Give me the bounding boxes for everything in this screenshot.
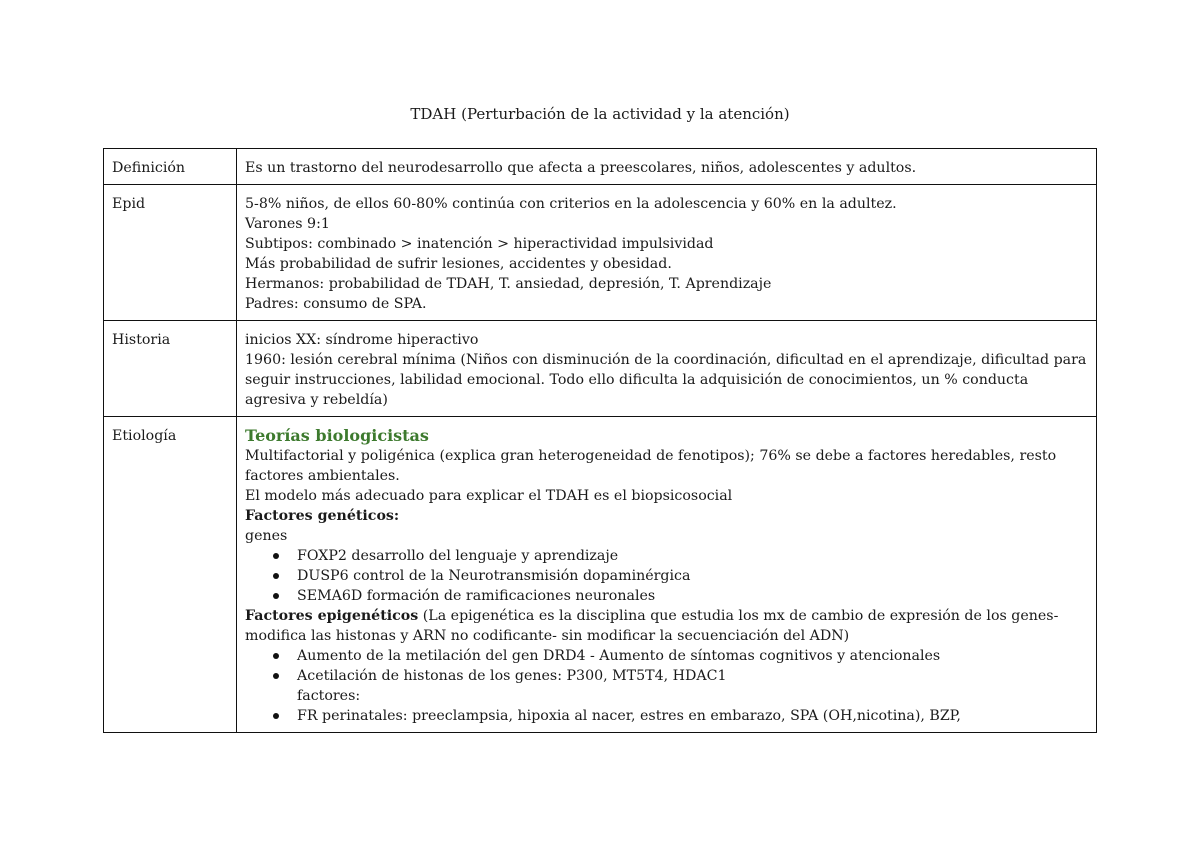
epigenetic-factors-heading: Factores epigenéticos [245,608,419,624]
row-label-etiologia: Etiología [104,417,237,733]
table-row-epid [104,185,1097,321]
row-label-definicion: Definición [104,149,237,185]
list-item: FOXP2 desarrollo del lenguaje y aprendizaje [297,546,1088,566]
row-content-historia [237,321,1097,417]
epid-line: Varones 9:1 [245,216,330,232]
table-row-definicion [104,149,1097,185]
epid-line: Padres: consumo de SPA. [245,296,427,312]
table-row-historia [104,321,1097,417]
epigenetic-description: (La epigenética es la disciplina que estudia los mx de cambio de expresión de los genes-modifica las histonas y ARN no codificante- sin modificar la secuenciación del ADN) [245,608,1059,644]
list-item: Aumento de la metilación del gen DRD4 - Aumento de síntomas cognitivos y atencionales [297,646,1088,666]
row-label-historia: Historia [104,321,237,417]
epid-line: Hermanos: probabilidad de TDAH, T. ansiedad, depresión, T. Aprendizaje [245,276,772,292]
epid-line: Subtipos: combinado > inatención > hiperactividad impulsividad [245,236,714,252]
etiologia-intro-line: Multifactorial y poligénica (explica gran heterogeneidad de fenotipos); 76% se debe a factores heredables, resto factores ambientales. [245,448,1057,484]
epigenetic-paragraph [245,606,1088,646]
section-heading: Teorías biologicistas [245,426,429,445]
perinatal-list [245,706,1088,726]
epid-line: 5-8% niños, de ellos 60-80% continúa con criterios en la adolescencia y 60% en la adultez. [245,196,897,212]
epigenetic-list [245,646,1088,686]
epid-line: Más probabilidad de sufrir lesiones, accidentes y obesidad. [245,256,672,272]
list-item: Acetilación de histonas de los genes: P300, MT5T4, HDAC1 [297,666,1088,686]
genetic-factors-heading: Factores genéticos: [245,508,400,524]
row-content-etiologia [237,417,1097,733]
document-title: TDAH (Perturbación de la actividad y la atención) [410,105,790,123]
historia-line: inicios XX: síndrome hiperactivo [245,332,479,348]
factores-label: factores: [297,688,361,704]
table-row-etiologia [104,417,1097,733]
row-content-epid [237,185,1097,321]
notes-table [103,148,1097,733]
list-item: FR perinatales: preeclampsia, hipoxia al nacer, estres en embarazo, SPA (OH,nicotina), BZP, [297,706,1088,726]
list-item: SEMA6D formación de ramificaciones neuronales [297,586,1088,606]
row-label-epid: Epid [104,185,237,321]
genes-label: genes [245,528,288,544]
historia-line: 1960: lesión cerebral mínima (Niños con disminución de la coordinación, dificultad en el aprendizaje, dificultad para seguir instrucciones, labilidad emocional. Todo ello dificulta la adquisición de conocimientos, un % conducta agresiva y rebeldía) [245,352,1087,408]
list-item: DUSP6 control de la Neurotransmisión dopaminérgica [297,566,1088,586]
etiologia-intro-line: El modelo más adecuado para explicar el TDAH es el biopsicosocial [245,488,733,504]
definicion-text: Es un trastorno del neurodesarrollo que afecta a preescolares, niños, adolescentes y adultos. [245,160,917,176]
row-content-definicion [237,149,1097,185]
genes-list [245,546,1088,606]
